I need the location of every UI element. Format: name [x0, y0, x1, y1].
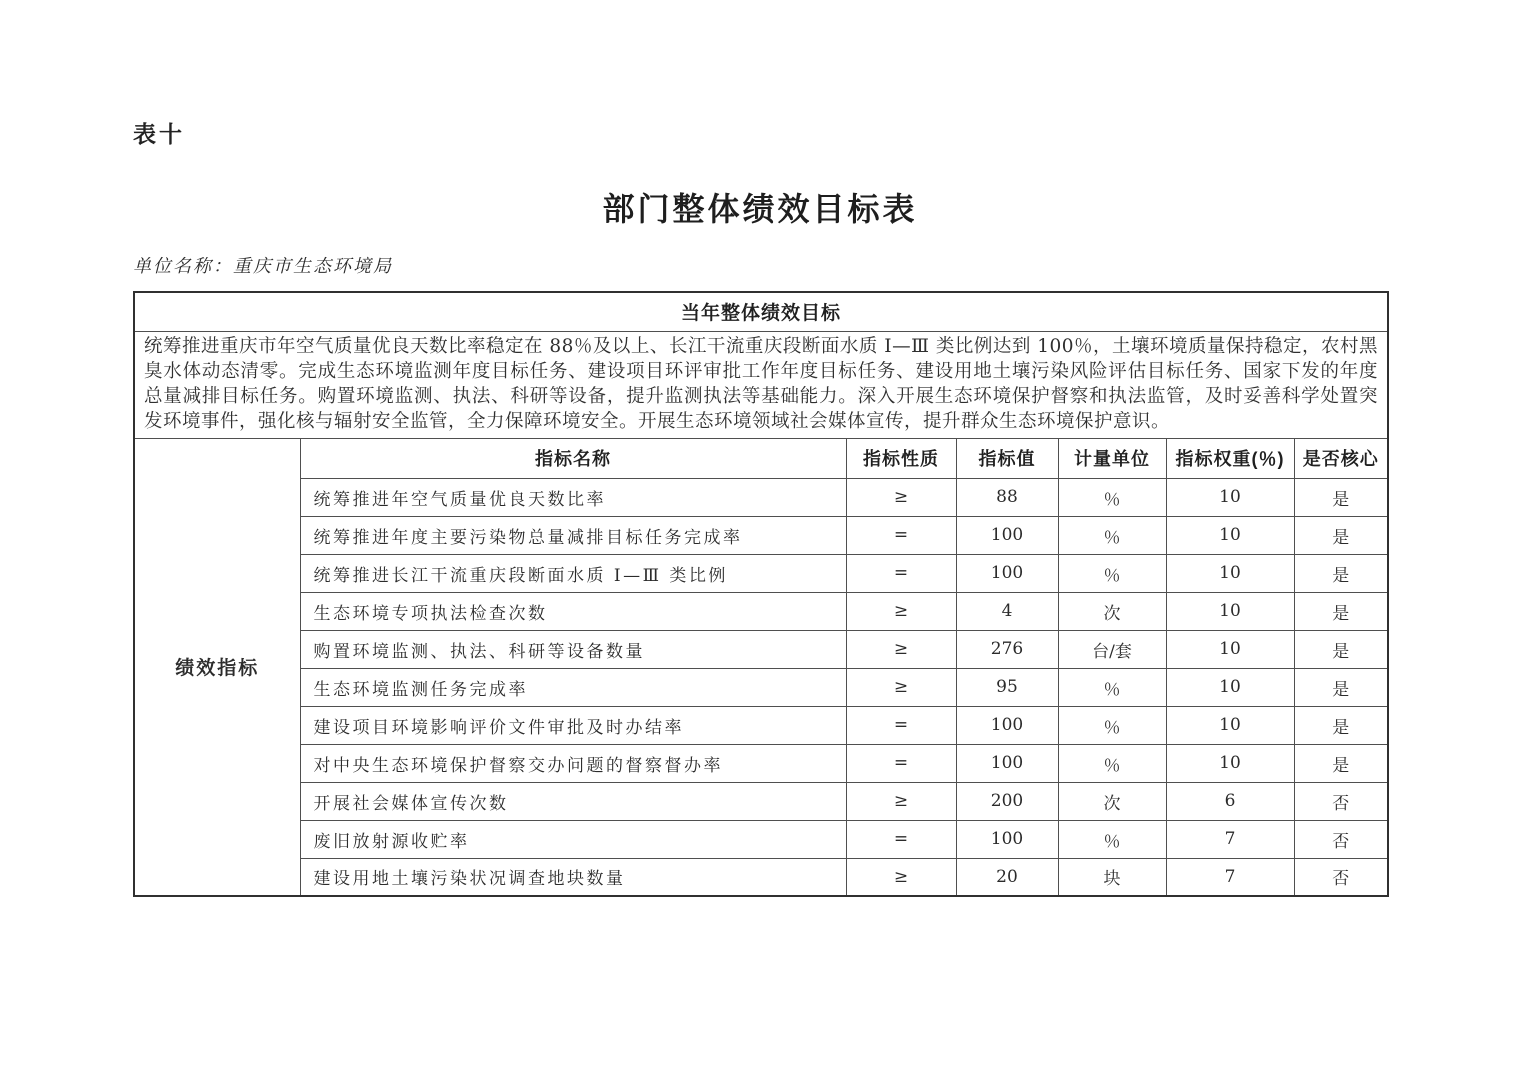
- indicator-value: 100: [956, 820, 1058, 858]
- indicator-value: 100: [956, 554, 1058, 592]
- indicator-unit: ％: [1058, 516, 1166, 554]
- indicator-weight: 10: [1166, 744, 1294, 782]
- indicator-unit: 台/套: [1058, 630, 1166, 668]
- table-row: [134, 630, 1388, 668]
- indicator-core: 是: [1294, 554, 1388, 592]
- indicator-core: 是: [1294, 516, 1388, 554]
- table-number-label: 表十: [133, 121, 185, 147]
- column-header-unit: 计量单位: [1058, 438, 1166, 478]
- indicator-value: 95: [956, 668, 1058, 706]
- indicator-name: 开展社会媒体宣传次数: [300, 782, 846, 820]
- indicator-nature: =: [846, 744, 956, 782]
- column-header-nature: 指标性质: [846, 438, 956, 478]
- indicator-value: 20: [956, 858, 1058, 896]
- indicator-nature: ≥: [846, 592, 956, 630]
- unit-name-line: 单位名称：重庆市生态环境局: [133, 256, 393, 277]
- table-row: [134, 516, 1388, 554]
- indicator-unit: ％: [1058, 554, 1166, 592]
- indicator-nature: ≥: [846, 630, 956, 668]
- indicator-name: 生态环境监测任务完成率: [300, 668, 846, 706]
- indicator-core: 是: [1294, 592, 1388, 630]
- column-header-weight: 指标权重(％): [1166, 438, 1294, 478]
- indicator-nature: =: [846, 516, 956, 554]
- indicator-weight: 10: [1166, 516, 1294, 554]
- indicator-nature: ≥: [846, 478, 956, 516]
- indicator-core: 是: [1294, 706, 1388, 744]
- indicator-weight: 7: [1166, 858, 1294, 896]
- indicator-unit: ％: [1058, 744, 1166, 782]
- table-row: [134, 668, 1388, 706]
- table-row: [134, 744, 1388, 782]
- indicator-name: 统筹推进年度主要污染物总量减排目标任务完成率: [300, 516, 846, 554]
- column-header-value: 指标值: [956, 438, 1058, 478]
- indicator-name: 对中央生态环境保护督察交办问题的督察督办率: [300, 744, 846, 782]
- indicator-unit: ％: [1058, 706, 1166, 744]
- indicator-nature: =: [846, 554, 956, 592]
- indicator-nature: =: [846, 706, 956, 744]
- indicator-core: 否: [1294, 782, 1388, 820]
- indicator-nature: ≥: [846, 668, 956, 706]
- indicator-nature: ≥: [846, 858, 956, 896]
- indicator-weight: 10: [1166, 554, 1294, 592]
- table-row: [134, 438, 1388, 478]
- column-header-name: 指标名称: [300, 438, 846, 478]
- indicator-value: 88: [956, 478, 1058, 516]
- indicator-unit: ％: [1058, 668, 1166, 706]
- indicator-weight: 10: [1166, 668, 1294, 706]
- indicator-nature: =: [846, 820, 956, 858]
- indicator-weight: 7: [1166, 820, 1294, 858]
- indicator-unit: 次: [1058, 592, 1166, 630]
- indicator-unit: ％: [1058, 820, 1166, 858]
- indicator-value: 100: [956, 744, 1058, 782]
- table-row: [134, 331, 1388, 438]
- indicator-unit: 次: [1058, 782, 1166, 820]
- indicator-weight: 6: [1166, 782, 1294, 820]
- performance-target-table: [133, 291, 1389, 897]
- indicator-name: 建设项目环境影响评价文件审批及时办结率: [300, 706, 846, 744]
- indicator-core: 否: [1294, 820, 1388, 858]
- indicator-weight: 10: [1166, 592, 1294, 630]
- row-group-label: 绩效指标: [134, 438, 300, 896]
- table-row: [134, 782, 1388, 820]
- table-row: [134, 478, 1388, 516]
- indicator-core: 是: [1294, 478, 1388, 516]
- indicator-value: 4: [956, 592, 1058, 630]
- indicator-value: 100: [956, 516, 1058, 554]
- indicator-weight: 10: [1166, 706, 1294, 744]
- table-row: [134, 858, 1388, 896]
- indicator-core: 是: [1294, 630, 1388, 668]
- indicator-name: 统筹推进长江干流重庆段断面水质 I—Ⅲ 类比例: [300, 554, 846, 592]
- indicator-nature: ≥: [846, 782, 956, 820]
- section-header: 当年整体绩效目标: [134, 292, 1388, 331]
- indicator-weight: 10: [1166, 630, 1294, 668]
- indicator-core: 是: [1294, 668, 1388, 706]
- table-row: [134, 820, 1388, 858]
- overall-target-text: 统筹推进重庆市年空气质量优良天数比率稳定在 88％及以上、长江干流重庆段断面水质 I—Ⅲ 类比例达到 100％，土壤环境质量保持稳定，农村黑臭水体动态清零。完成生态环境监测年度目标任务、建设项目环评审批工作年度目标任务、建设用地土壤污染风险评估目标任务、国家下发的年度总量减排目标任务。购置环境监测、执法、科研等设备，提升监测执法等基础能力。深入开展生态环境保护督察和执法监管，及时妥善科学处置突发环境事件，强化核与辐射安全监管，全力保障环境安全。开展生态环境领域社会媒体宣传，提升群众生态环境保护意识。: [134, 331, 1388, 438]
- indicator-core: 是: [1294, 744, 1388, 782]
- indicator-value: 200: [956, 782, 1058, 820]
- table-row: [134, 554, 1388, 592]
- table-row: [134, 292, 1388, 331]
- indicator-unit: 块: [1058, 858, 1166, 896]
- indicator-weight: 10: [1166, 478, 1294, 516]
- indicator-name: 废旧放射源收贮率: [300, 820, 846, 858]
- indicator-name: 统筹推进年空气质量优良天数比率: [300, 478, 846, 516]
- table-row: [134, 592, 1388, 630]
- indicator-unit: ％: [1058, 478, 1166, 516]
- indicator-name: 购置环境监测、执法、科研等设备数量: [300, 630, 846, 668]
- indicator-core: 否: [1294, 858, 1388, 896]
- table-row: [134, 706, 1388, 744]
- indicator-value: 276: [956, 630, 1058, 668]
- indicator-value: 100: [956, 706, 1058, 744]
- column-header-core: 是否核心: [1294, 438, 1388, 478]
- indicator-name: 建设用地土壤污染状况调查地块数量: [300, 858, 846, 896]
- indicator-name: 生态环境专项执法检查次数: [300, 592, 846, 630]
- page-title: 部门整体绩效目标表: [602, 191, 918, 227]
